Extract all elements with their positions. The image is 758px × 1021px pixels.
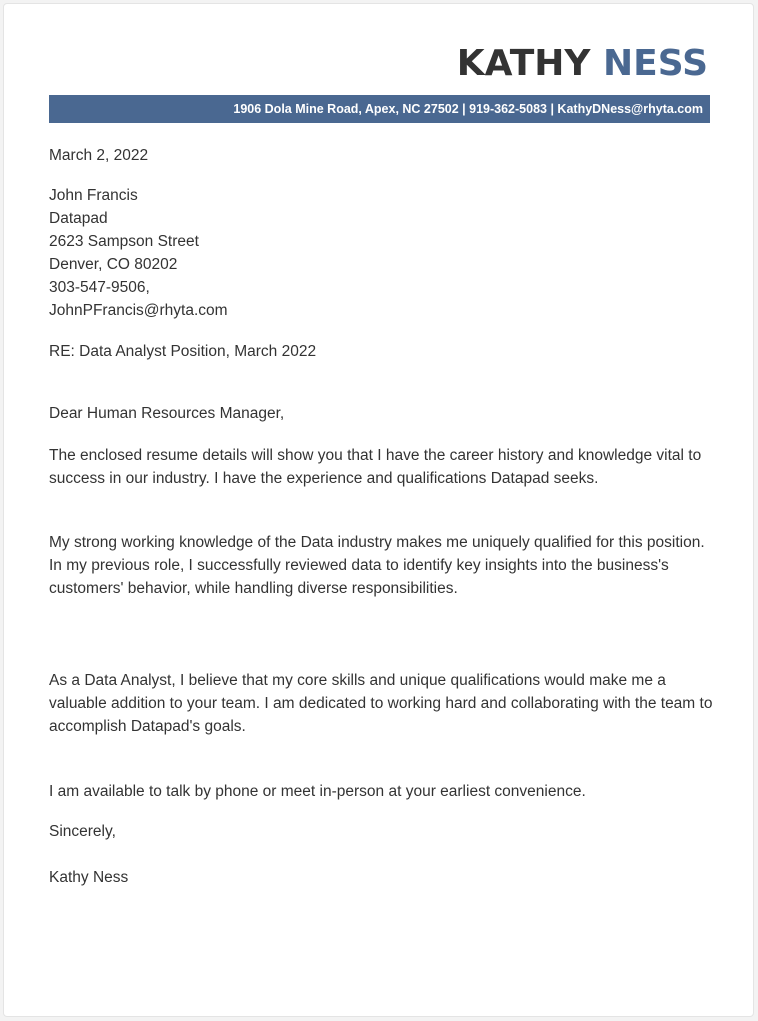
body-paragraph-4: I am available to talk by phone or meet in-person at your earliest convenience.	[49, 783, 586, 800]
sender-name	[457, 42, 708, 86]
letter-closing: Sincerely,	[49, 823, 116, 840]
sender-first-name: KATHY	[456, 43, 591, 84]
letter-signature: Kathy Ness	[49, 869, 129, 886]
recipient-phone: 303-547-9506,	[49, 279, 150, 296]
contact-bar: 1906 Dola Mine Road, Apex, NC 27502 | 919-362-5083 | KathyDNess@rhyta.com	[49, 95, 710, 123]
recipient-city: Denver, CO 80202	[49, 256, 178, 273]
letter-page	[3, 3, 754, 1017]
sender-last-name: NESS	[603, 43, 708, 84]
recipient-name: John Francis	[49, 187, 138, 204]
recipient-street: 2623 Sampson Street	[49, 233, 199, 250]
recipient-email: JohnPFrancis@rhyta.com	[49, 302, 228, 319]
recipient-company: Datapad	[49, 210, 108, 227]
letter-date: March 2, 2022	[49, 147, 149, 164]
letter-subject: RE: Data Analyst Position, March 2022	[49, 343, 317, 360]
body-paragraph-1: The enclosed resume details will show you that I have the career history and knowledge vital to success in our industry. I have the experience and qualifications Datapad seeks.	[49, 447, 702, 487]
letter-salutation: Dear Human Resources Manager,	[49, 405, 285, 422]
body-paragraph-3: As a Data Analyst, I believe that my core skills and unique qualifications would make me a valuable addition to your team. I am dedicated to working hard and collaborating with the team to accomplish Datapad's goals.	[49, 672, 713, 735]
body-paragraph-2: My strong working knowledge of the Data industry makes me uniquely qualified for this position. In my previous role, I successfully reviewed data to identify key insights into the business's customers' behavior, while handling diverse responsibilities.	[49, 534, 705, 597]
